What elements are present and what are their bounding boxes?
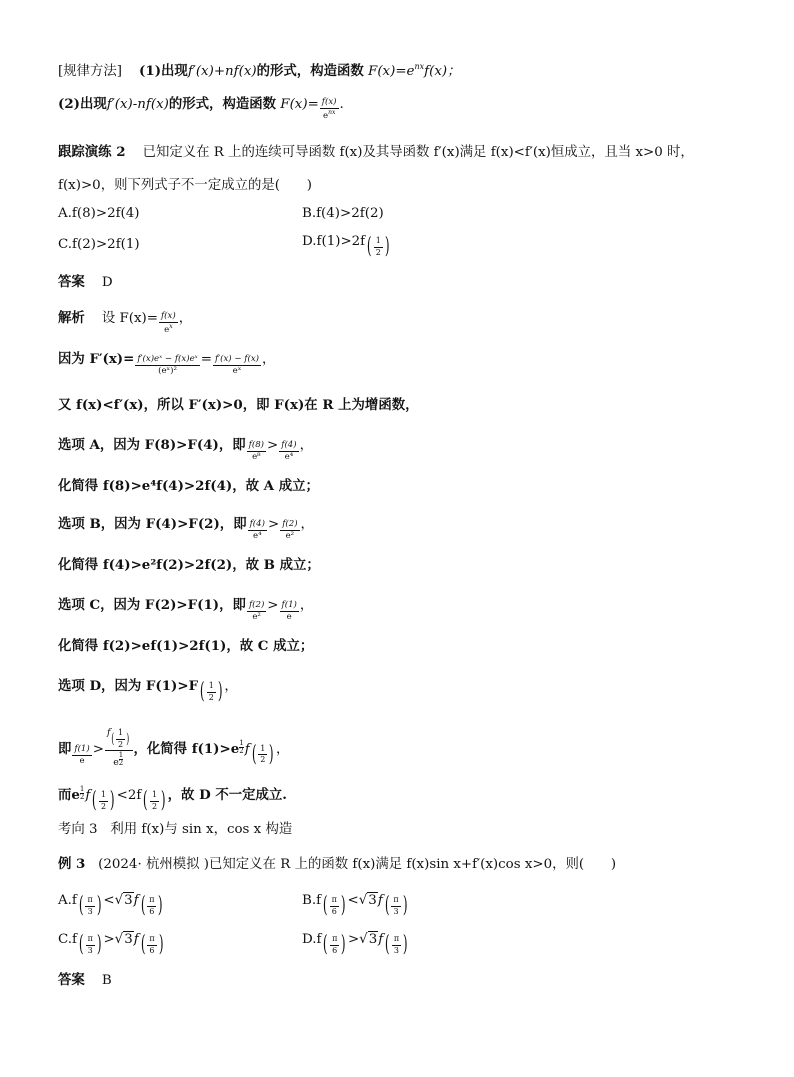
example-option-d: D.f ( $\frac{\pi}{6}$ ) >√3f ( $\frac{\pi}{3}$ ) bbox=[302, 932, 408, 957]
example-stem: 例 3 (2024· 杭州模拟 )已知定义在 R 上的函数 f(x)满足 f(x)sin x+f′(x)cos x>0，则( ) bbox=[58, 856, 617, 872]
solution-a-2: 化简得 f(8)>e⁴f(4)>2f(4)，故 A 成立； bbox=[58, 478, 319, 494]
rule-fraction: $\frac{f(x)}{e^{nx}}$ bbox=[321, 96, 337, 121]
practice-stem-2: f(x)>0，则下列式子不一定成立的是( ) bbox=[58, 178, 313, 193]
practice-option-a: A.f(8)>2f(4) bbox=[58, 206, 140, 221]
rule-line-1: [规律方法] (1)出现f′(x)+nf(x)的形式，构造函数 $F(x)=e^{nx}f(x)$； bbox=[58, 62, 461, 79]
answer-1: 答案 D bbox=[58, 274, 113, 290]
example-option-b: B.f ( $\frac{\pi}{6}$ ) <√3f ( $\frac{\pi}{3}$ ) bbox=[302, 893, 408, 918]
example-option-a: A.f ( $\frac{\pi}{3}$ ) <√3f ( $\frac{\pi}{6}$ ) bbox=[58, 893, 164, 918]
rule-line-2: (2)出现f′(x)-nf(x)的形式，构造函数 F(x)= $\frac{f(x)}{e^{nx}}$ . bbox=[58, 96, 344, 121]
solution-d-1: 选项 D，因为 F(1)>F ( $\frac{1}{2}$ ) ， bbox=[58, 678, 238, 704]
solution-b-2: 化简得 f(4)>e²f(2)>2f(2)，故 B 成立； bbox=[58, 557, 320, 573]
practice-option-c: C.f(2)>2f(1) bbox=[58, 237, 140, 252]
solution-c-1: 选项 C，因为 F(2)>F(1)，即 $\frac{f(2)}{\text{e²}}$ > $\frac{f(1)}{e}$ ， bbox=[58, 597, 314, 622]
solution-b-1: 选项 B，因为 F(4)>F(2)，即 $\frac{f(4)}{\text{e⁴}}$ > $\frac{f(2)}{\text{e²}}$ ， bbox=[58, 516, 314, 541]
solution-d-2: 即 $\frac{f(1)}{e}$ > f ( $\frac{1}{2}$ ) e $\frac{1}{2}$ ，化简得 f(1)>e $\frac{1}{2}$ f ( $\frac{1}{2}$ ) ， bbox=[58, 727, 290, 768]
solution-derivative: 因为 F′(x)= $\frac{\text{f′(x)eˣ − f(x)eˣ}}{\text{(eˣ)²}}$ = $\frac{f'(x) - f(x)}{\text{eˣ}}$ ， bbox=[58, 351, 276, 376]
solution-a-1: 选项 A，因为 F(8)>F(4)，即 $\frac{f(8)}{\text{e⁸}}$ > $\frac{f(4)}{\text{e⁴}}$ ， bbox=[58, 437, 314, 462]
direction-heading: 考向 3 利用 f(x)与 sin x，cos x 构造 bbox=[58, 822, 293, 837]
example-option-c: C.f ( $\frac{\pi}{3}$ ) >√3f ( $\frac{\pi}{6}$ ) bbox=[58, 932, 164, 957]
practice-option-b: B.f(4)>2f(2) bbox=[302, 206, 384, 221]
solution-set: 解析 设 F(x)= $\frac{f(x)}{e^x}$ ， bbox=[58, 310, 193, 335]
solution-d-3: 而e $\frac{1}{2}$ f ( $\frac{1}{2}$ ) <2f ( $\frac{1}{2}$ ) ，故 D 不一定成立. bbox=[58, 785, 287, 813]
solution-c-2: 化简得 f(2)>ef(1)>2f(1)，故 C 成立； bbox=[58, 638, 314, 654]
practice-option-d: D.f(1)>2f ( $\frac{1}{2}$ ) bbox=[302, 234, 390, 259]
solution-monotonic: 又 f(x)<f′(x)，所以 F′(x)>0，即 F(x)在 R 上为增函数， bbox=[58, 397, 419, 413]
answer-2: 答案 B bbox=[58, 972, 112, 988]
practice-stem-1: 跟踪演练 2 已知定义在 R 上的连续可导函数 f(x)及其导函数 f′(x)满足 f(x)<f′(x)恒成立，且当 x>0 时， bbox=[58, 144, 694, 160]
